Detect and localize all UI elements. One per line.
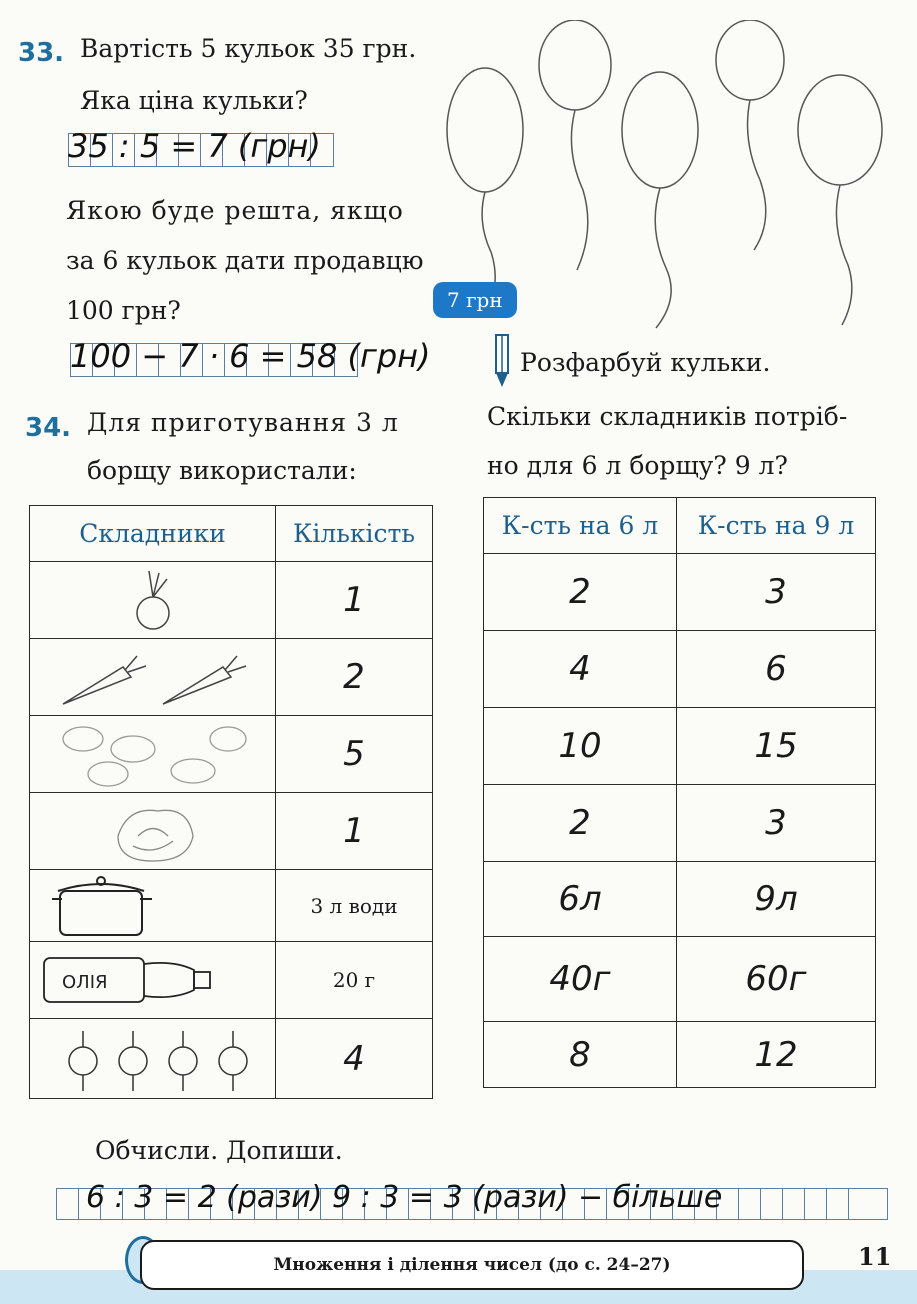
cell-6l: 2: [484, 785, 677, 862]
qty-cell: 4: [276, 1019, 433, 1099]
price-badge: 7 грн: [433, 282, 517, 318]
potato-icon: [30, 719, 275, 789]
cell-6l: 40г: [484, 937, 677, 1022]
task33-number: 33.: [18, 38, 65, 68]
task34-number: 34.: [25, 413, 72, 443]
compute-answer-cells: [56, 1180, 888, 1220]
table-row: [484, 785, 876, 862]
table-row: [484, 554, 876, 631]
cell-9l: 15: [677, 708, 876, 785]
qty-cell: 3 л води: [276, 870, 433, 942]
task34-question-line1: Скільки складників потріб-: [487, 402, 848, 431]
cell-6l: 4: [484, 631, 677, 708]
header-ingredients: Складники: [30, 506, 276, 562]
task34-intro-line2: борщу використали:: [87, 456, 357, 485]
cell-9l: 12: [677, 1022, 876, 1088]
scaled-quantities-table: [483, 497, 876, 1088]
answer1-cells: [68, 127, 334, 167]
cell-9l: 9л: [677, 862, 876, 937]
cell-9l: 3: [677, 554, 876, 631]
qty-cell: 20 г: [276, 942, 433, 1019]
compute-answer-text: 6 : 3 = 2 (рази) 9 : 3 = 3 (рази) − більше: [86, 1180, 723, 1215]
qty-cell: 2: [276, 639, 433, 716]
task33-question2-line1: Якою буде решта, якщо: [66, 196, 404, 225]
cell-6l: 6л: [484, 862, 677, 937]
oil-bottle-icon: [30, 950, 275, 1010]
header-9l: К-сть на 9 л: [677, 498, 876, 554]
qty-cell: 1: [276, 793, 433, 870]
cabbage-icon: [30, 796, 275, 866]
answer2-cells: [70, 337, 431, 377]
qty-cell: 5: [276, 716, 433, 793]
table-row: [30, 562, 433, 639]
table-row: [30, 870, 433, 942]
balloon-icon: [447, 68, 523, 192]
table-row: [484, 708, 876, 785]
cell-6l: 10: [484, 708, 677, 785]
answer1-text: 35 : 5 = 7 (грн): [68, 127, 321, 165]
cell-6l: 2: [484, 554, 677, 631]
balloon-icon: [622, 72, 698, 188]
svg-text:ОЛІЯ: ОЛІЯ: [62, 972, 108, 993]
balloon-icon: [716, 20, 784, 100]
page-number: 11: [858, 1242, 892, 1271]
table-row: [484, 937, 876, 1022]
table-row: [30, 716, 433, 793]
color-instruction: Розфарбуй кульки.: [520, 348, 771, 377]
cell-6l: 8: [484, 1022, 677, 1088]
cell-9l: 60г: [677, 937, 876, 1022]
compute-instruction: Обчисли. Допиши.: [95, 1136, 343, 1165]
task33-question2-line2: за 6 кульок дати продавцю: [66, 246, 424, 275]
answer2-text: 100 − 7 · 6 = 58 (грн): [70, 337, 431, 375]
task33-question2-line3: 100 грн?: [66, 296, 181, 325]
header-quantity: Кількість: [276, 506, 433, 562]
carrot-icon: [30, 642, 275, 712]
header-6l: К-сть на 6 л: [484, 498, 677, 554]
radish-icon: [30, 1021, 275, 1097]
table-row: [484, 1022, 876, 1088]
task34-intro-line1: Для приготування 3 л: [87, 408, 399, 437]
cell-9l: 3: [677, 785, 876, 862]
beet-icon: [30, 565, 275, 635]
table-row: [484, 862, 876, 937]
pot-icon: [30, 873, 275, 939]
cell-9l: 6: [677, 631, 876, 708]
table-row: [30, 639, 433, 716]
pencil-icon: [492, 333, 512, 389]
balloon-icon: [539, 20, 611, 110]
table-row: [30, 1019, 433, 1099]
task33-statement: Вартість 5 кульок 35 грн.: [80, 34, 417, 63]
table-row: [30, 793, 433, 870]
table-row: [30, 942, 433, 1019]
task34-question-line2: но для 6 л борщу? 9 л?: [487, 451, 788, 480]
balloon-icon: [798, 75, 882, 185]
table-row: [484, 631, 876, 708]
footer-topic: Множення і ділення чисел (до с. 24–27): [273, 1255, 671, 1275]
qty-cell: 1: [276, 562, 433, 639]
task33-question1: Яка ціна кульки?: [80, 86, 308, 115]
footer-topic-bar: [140, 1240, 804, 1290]
ingredients-table: [29, 505, 433, 1099]
